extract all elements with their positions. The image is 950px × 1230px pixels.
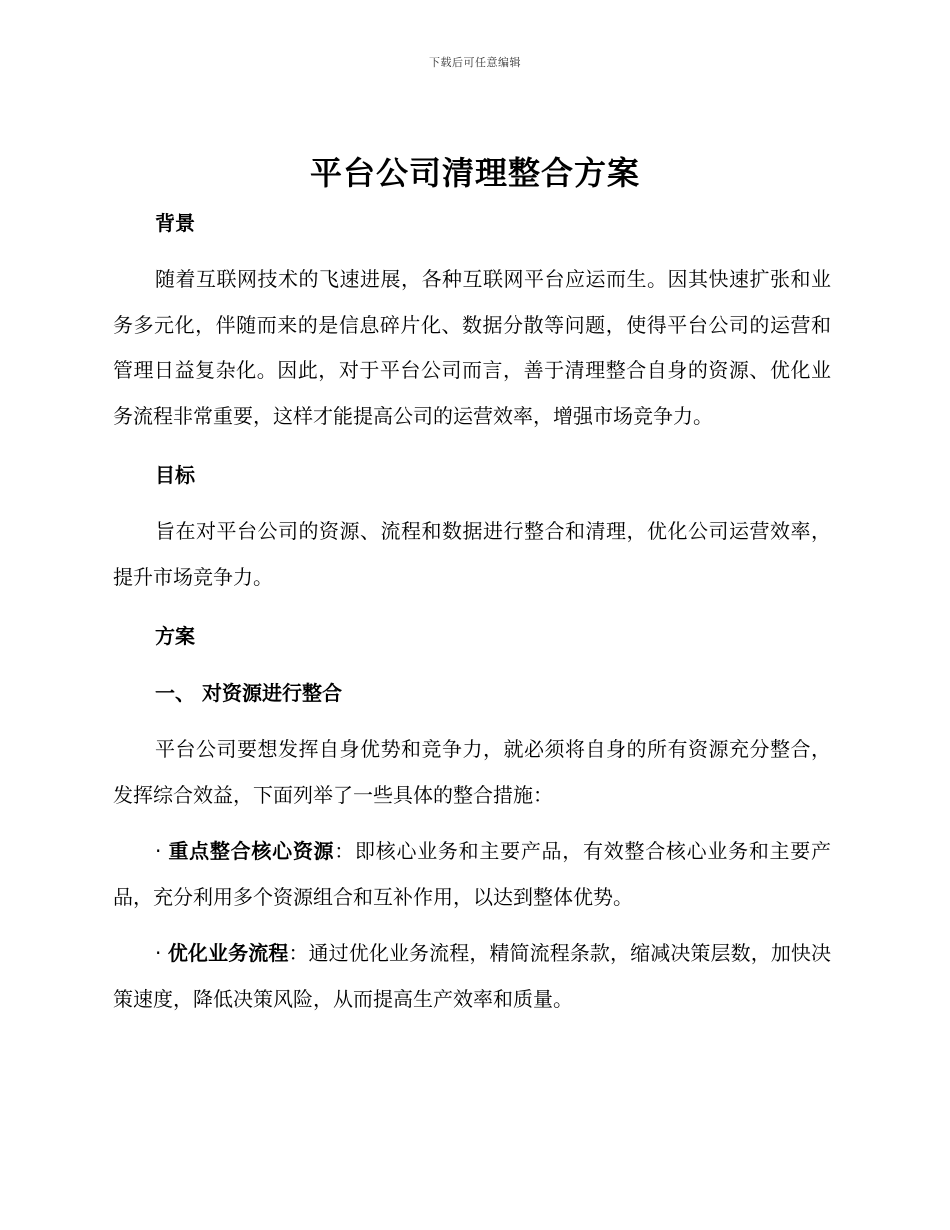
- bullet-marker: ·: [155, 839, 169, 863]
- resource-integration-heading: 一、 对资源进行整合: [155, 681, 342, 705]
- document-title: 平台公司清理整合方案: [309, 154, 640, 192]
- bullet-optimize-process: [113, 931, 831, 1022]
- resource-integration-paragraph: 平台公司要想发挥自身优势和竞争力，就必须将自身的所有资源充分整合，发挥综合效益，下面列举了一些具体的整合措施：: [113, 737, 831, 807]
- bullet-core-resources: [113, 829, 831, 920]
- bullet-label: 优化业务流程: [167, 941, 289, 965]
- goal-paragraph: 旨在对平台公司的资源、流程和数据进行整合和清理，优化公司运营效率，提升市场竞争力。: [113, 519, 831, 589]
- background-heading: 背景: [155, 211, 195, 235]
- bullet-text: ：即核心业务和主要产品，有效整合核心业务和主要产品，充分利用多个资源组合和互补作用，以达到整体优势。: [113, 839, 832, 909]
- goal-heading: 目标: [155, 463, 195, 487]
- header-note: 下载后可任意编辑: [429, 56, 521, 69]
- bullet-text: ：通过优化业务流程，精简流程条款，缩减决策层数，加快决策速度，降低决策风险，从而提高生产效率和质量。: [113, 941, 832, 1011]
- background-paragraph: 随着互联网技术的飞速进展，各种互联网平台应运而生。因其快速扩张和业务多元化，伴随而来的是信息碎片化、数据分散等问题，使得平台公司的运营和管理日益复杂化。因此，对于平台公司而言，善于清理整合自身的资源、优化业务流程非常重要，这样才能提高公司的运营效率，增强市场竞争力。: [113, 267, 831, 428]
- document-body: [113, 200, 831, 1022]
- bullet-label: 重点整合核心资源: [168, 839, 335, 863]
- bullet-marker: ·: [155, 941, 168, 965]
- plan-heading: 方案: [155, 624, 195, 648]
